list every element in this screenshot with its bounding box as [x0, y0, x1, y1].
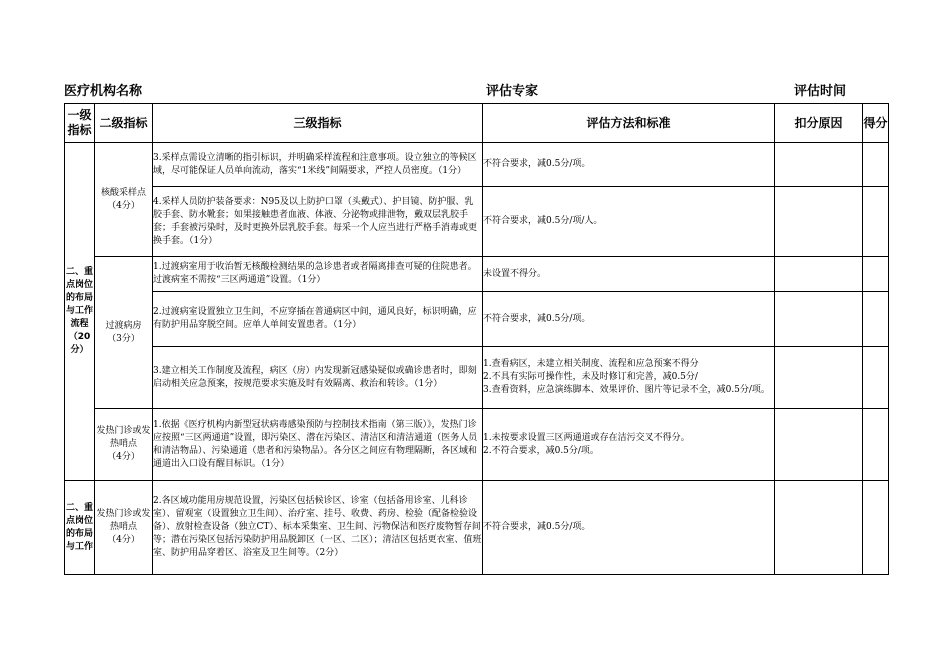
- deduction-reason-cell: [775, 143, 863, 187]
- deduction-reason-cell: [775, 481, 863, 575]
- method-cell: [483, 143, 775, 187]
- score-cell: [863, 257, 889, 292]
- method-line: 不符合要求，减0.5分/项/人。: [483, 216, 603, 226]
- table-row: [65, 481, 889, 575]
- column-header-level3: 三级指标: [153, 104, 483, 143]
- method-line: 不符合要求，减0.5分/项。: [483, 313, 591, 324]
- deduction-reason-cell: [775, 409, 863, 481]
- method-line: 2.不具有实际可操作性，未及时修订和完善，减0.5分/: [483, 372, 698, 382]
- level2-cell: [95, 143, 153, 257]
- method-line: 不符合要求，减0.5分/项。: [483, 522, 591, 532]
- level3-cell: 1.依据《医疗机构内新型冠状病毒感染预防与控制技术指南（第三版）》，发热门诊应按照“三区两通道”设置，即污染区、潜在污染区、清洁区和清洁通道（医务人员和清洁物品）、污染通道（患者和污染物品）。各分区之间应有物理隔断，各区域和通道出入口设有醒目标识。（1分）: [153, 409, 483, 481]
- method-cell: [483, 409, 775, 481]
- method-line: 1.未按要求设置三区两通道或存在洁污交叉不得分。: [483, 432, 690, 443]
- table-row: [65, 257, 889, 292]
- deduction-reason-cell: [775, 257, 863, 292]
- score-cell: [863, 481, 889, 575]
- level2-name: 发热门诊或发热哨点: [96, 509, 151, 532]
- level2-cell: [95, 257, 153, 409]
- column-header-score: 得分: [863, 104, 889, 143]
- method-line: 未设置不得分。: [483, 268, 547, 279]
- table-row: [65, 292, 889, 347]
- table-header-row: [65, 104, 889, 143]
- method-cell: [483, 481, 775, 575]
- level3-cell: 3.建立相关工作制度及流程，病区（房）内发现新冠感染疑似或确诊患者时，即刻启动相关应急预案，按规范要求实施及时有效隔离、救治和转诊。（1分）: [153, 347, 483, 409]
- institution-name-label: 医疗机构名称: [64, 84, 143, 99]
- column-header-reason: 扣分原因: [775, 104, 863, 143]
- column-header-level2: 二级指标: [95, 104, 153, 143]
- evaluation-expert-label: 评估专家: [486, 84, 539, 99]
- level2-points: （3分）: [107, 333, 140, 344]
- table-row: [65, 347, 889, 409]
- deduction-reason-cell: [775, 187, 863, 257]
- level2-cell: [95, 409, 153, 481]
- level2-name: 发热门诊或发热哨点: [96, 426, 151, 449]
- score-cell: [863, 409, 889, 481]
- level2-points: （4分）: [107, 535, 140, 545]
- method-cell: [483, 292, 775, 347]
- method-cell: [483, 257, 775, 292]
- table-row: [65, 143, 889, 187]
- table-row: [65, 187, 889, 257]
- level2-cell: [95, 481, 153, 575]
- score-cell: [863, 347, 889, 409]
- column-header-level1: 一级指标: [65, 104, 95, 143]
- method-line: 不符合要求，减0.5分/项。: [483, 159, 591, 169]
- level3-cell: 2.过渡病室设置独立卫生间，不应穿插在普通病区中间，通风良好，标识明确，应有防护用品穿脱空间。应单人单间安置患者。（1分）: [153, 292, 483, 347]
- score-cell: [863, 292, 889, 347]
- evaluation-table: [64, 103, 889, 575]
- level3-cell: 3.采样点需设立清晰的指引标识，并明确采样流程和注意事项。设立独立的等候区域，尽可能保证人员单向流动，落实“1米线”间隔要求，严控人员密度。（1分）: [153, 143, 483, 187]
- level3-cell: 4.采样人员防护装备要求：N95及以上防护口罩（头戴式）、护目镜、防护服、乳胶手套、防水靴套；如果接触患者血液、体液、分泌物或排泄物，戴双层乳胶手套；手套被污染时，及时更换外层乳胶手套。每采一个人应当进行严格手消毒或更换手套。（1分）: [153, 187, 483, 257]
- level2-name: 核酸采样点: [100, 187, 146, 198]
- level2-points: （4分）: [107, 200, 140, 211]
- level2-points: （4分）: [107, 452, 140, 462]
- deduction-reason-cell: [775, 347, 863, 409]
- score-cell: [863, 143, 889, 187]
- method-line: 2.不符合要求，减0.5分/项。: [483, 445, 599, 456]
- level3-cell: 2.各区域功能用房规范设置，污染区包括候诊区、诊室（包括备用诊室、儿科诊室）、留观室（设置独立卫生间）、治疗室、挂号、收费、药房、检验（配备检验设备）、放射检查设备（独立CT）、标本采集室、卫生间、污物保洁和医疗废物暂存间等；潜在污染区包括污染防护用品脱卸区（一区、二区）；清洁区包括更衣室、值班室、防护用品穿着区、浴室及卫生间等。（2分）: [153, 481, 483, 575]
- level1-cell: 二、重点岗位的布局与工作流程（20分）: [65, 143, 95, 481]
- form-header: [64, 84, 888, 104]
- score-cell: [863, 187, 889, 257]
- method-line: 1.查看病区，未建立相关制度、流程和应急预案不得分: [483, 359, 699, 369]
- level2-name: 过渡病房: [105, 320, 142, 331]
- level1-cell: 二、重点岗位的布局与工作: [65, 481, 95, 575]
- method-cell: [483, 347, 775, 409]
- table-row: [65, 409, 889, 481]
- level3-cell: 1.过渡病室用于收治暂无核酸检测结果的急诊患者或者隔离排查可疑的住院患者。过渡病室不需按“三区两通道”设置。（1分）: [153, 257, 483, 292]
- method-cell: [483, 187, 775, 257]
- column-header-method: 评估方法和标准: [483, 104, 775, 143]
- method-line: 3.查看资料，应急演练脚本、效果评价、图片等记录不全，减0.5分/项。: [483, 385, 770, 395]
- evaluation-time-label: 评估时间: [794, 84, 847, 99]
- deduction-reason-cell: [775, 292, 863, 347]
